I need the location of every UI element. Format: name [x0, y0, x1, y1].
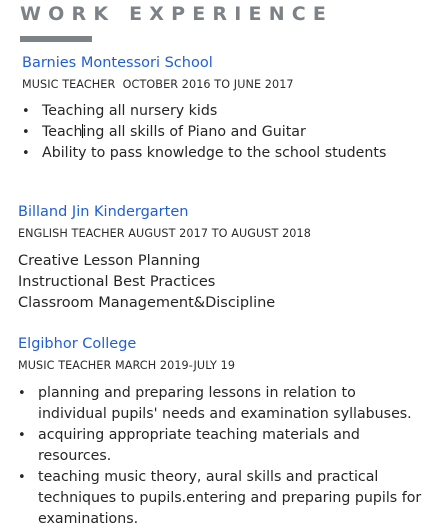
- list-item: Classroom Management&Discipline: [18, 295, 276, 311]
- duty-text: acquiring appropriate teaching materials and resources.: [38, 427, 360, 464]
- bullet-icon: •: [18, 428, 26, 443]
- list-item: [22, 101, 427, 122]
- list-item: [18, 425, 428, 467]
- job-role-dates: MUSIC TEACHER MARCH 2019-JULY 19: [18, 359, 236, 372]
- duty-text: Teaching all skills of Piano and Guitar: [42, 124, 306, 140]
- duties-list: [22, 101, 427, 164]
- job-role-dates: MUSIC TEACHER OCTOBER 2016 TO JUNE 2017: [22, 78, 294, 91]
- section-title: WORK EXPERIENCE: [20, 3, 334, 25]
- duties-list: [18, 383, 428, 530]
- bullet-icon: •: [22, 146, 30, 161]
- list-item: [18, 467, 428, 530]
- section-divider: [20, 36, 92, 42]
- list-item: Creative Lesson Planning: [18, 253, 201, 269]
- bullet-icon: •: [18, 386, 26, 401]
- duty-text: Teaching all nursery kids: [42, 103, 218, 119]
- job-role-dates: ENGLISH TEACHER AUGUST 2017 TO AUGUST 2018: [18, 227, 311, 240]
- bullet-icon: •: [22, 104, 30, 119]
- list-item: [22, 122, 427, 143]
- list-item: Instructional Best Practices: [18, 274, 216, 290]
- bullet-icon: •: [22, 125, 30, 140]
- duty-text: Ability to pass knowledge to the school students: [42, 145, 387, 161]
- employer-name: Barnies Montessori School: [22, 55, 213, 71]
- employer-name: Billand Jin Kindergarten: [18, 204, 189, 220]
- employer-name: Elgibhor College: [18, 336, 137, 352]
- skills-list: [18, 251, 275, 314]
- bullet-icon: •: [18, 470, 26, 485]
- list-item: [22, 143, 427, 164]
- duty-text: teaching music theory, aural skills and practical techniques to pupils.entering and preparing pupils for examinations.: [38, 469, 422, 527]
- list-item: [18, 383, 428, 425]
- duty-text: planning and preparing lessons in relation to individual pupils' needs and examination syllabuses.: [38, 385, 412, 422]
